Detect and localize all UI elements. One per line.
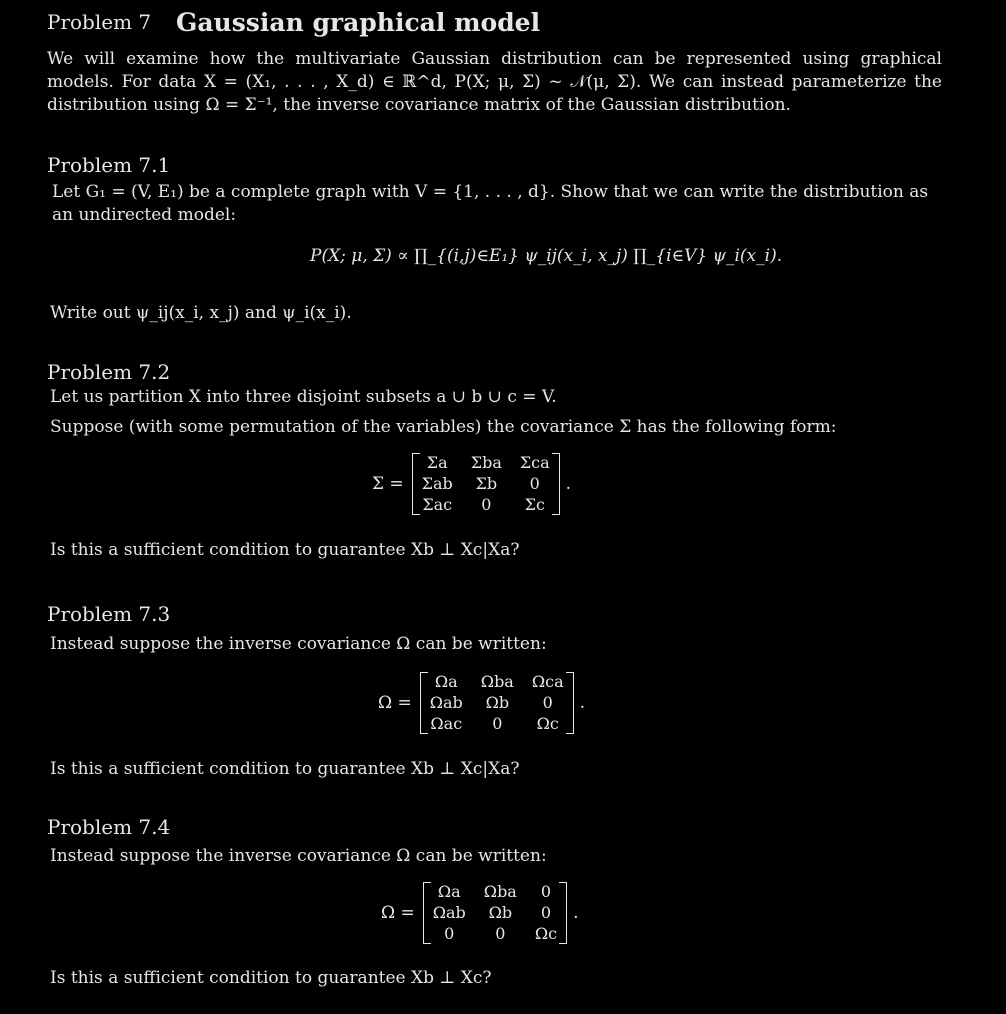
problem-7-2-line1: Let us partition X into three disjoint subsets a ∪ b ∪ c = V.	[50, 387, 557, 407]
right-bracket	[566, 672, 574, 734]
matrix-cell: 0	[481, 495, 492, 514]
problem-7-1-question: Write out ψ_ij(x_i, x_j) and ψ_i(x_i).	[50, 303, 352, 323]
problem-7-1-equation: P(X; μ, Σ) ∝ ∏_{(i,j)∈E₁} ψ_ij(x_i, x_j) ∏_{i∈V} ψ_i(x_i).	[310, 246, 783, 266]
matrix-cell: 0	[492, 714, 503, 733]
matrix-cell: Ωab	[429, 693, 463, 712]
matrix-cell: Ωac	[430, 714, 463, 733]
problem-7-3-question: Is this a sufficient condition to guarantee Xb ⊥ Xc|Xa?	[50, 759, 520, 779]
sigma-matrix-lhs: Σ =	[372, 474, 404, 494]
matrix-cell: Ωca	[531, 672, 564, 691]
matrix-cell: Ωa	[434, 672, 458, 691]
matrix-cell: 0	[540, 903, 552, 922]
omega-matrix-lhs: Ω =	[381, 903, 415, 923]
matrix-cell: Ωba	[483, 882, 517, 901]
matrix-cell: Σca	[519, 453, 550, 472]
page-title: Gaussian graphical model	[176, 8, 541, 37]
matrix-cell: 0	[444, 924, 455, 943]
problem-7-2-line2: Suppose (with some permutation of the variables) the covariance Σ has the following form:	[50, 417, 837, 437]
matrix-cell: Ωc	[534, 924, 558, 943]
problem-7-3-line1: Instead suppose the inverse covariance Ω can be written:	[50, 634, 547, 654]
problem-7-1-text: Let G₁ = (V, E₁) be a complete graph with V = {1, . . . , d}. Show that we can write the distribution as an undirected model:	[52, 182, 929, 225]
matrix-cell: Ωba	[480, 672, 514, 691]
problem-7-3-label: Problem 7.3	[47, 602, 171, 626]
matrix-cell: Ωb	[488, 903, 513, 922]
problem-7-2-question: Is this a sufficient condition to guarantee Xb ⊥ Xc|Xa?	[50, 540, 520, 560]
left-bracket	[420, 672, 428, 734]
left-bracket	[412, 453, 420, 515]
omega-matrix-lhs: Ω =	[378, 693, 412, 713]
problem-label: Problem 7	[47, 10, 152, 34]
problem-7-2-label: Problem 7.2	[47, 360, 171, 384]
right-bracket	[559, 882, 567, 944]
matrix-cell: Ωab	[432, 903, 466, 922]
omega-matrix-7-3: Ω = Ωa Ωba Ωca Ωab Ωb 0 Ωac 0 Ωc .	[378, 672, 586, 733]
matrix-cell: Σb	[475, 474, 498, 493]
matrix-cell: Ωa	[437, 882, 461, 901]
right-bracket	[552, 453, 560, 515]
matrix-cell: Σac	[422, 495, 453, 514]
matrix-cell: 0	[529, 474, 540, 493]
matrix-cell: Ωc	[536, 714, 559, 733]
omega-matrix-7-4: Ω = Ωa Ωba 0 Ωab Ωb 0 0 0 Ωc .	[381, 882, 579, 943]
matrix-cell: Σab	[421, 474, 453, 493]
matrix-cell: Ωb	[485, 693, 510, 712]
problem-7-4-question: Is this a sufficient condition to guarantee Xb ⊥ Xc?	[50, 968, 492, 988]
problem-7-1-label: Problem 7.1	[47, 153, 171, 177]
problem-7-4-line1: Instead suppose the inverse covariance Ω can be written:	[50, 846, 547, 866]
matrix-cell: 0	[542, 693, 553, 712]
problem-7-4-label: Problem 7.4	[47, 815, 171, 839]
intro-paragraph: We will examine how the multivariate Gaussian distribution can be represented using graphical models. For data X = (X₁, . . . , X_d) ∈ ℝ^d, P(X; μ, Σ) ~ 𝒩(μ, Σ). We can instead parameterize the distribution using Ω = Σ⁻¹, the inverse covariance matrix of the Gaussian distribution.	[47, 49, 942, 115]
matrix-cell: 0	[540, 882, 552, 901]
left-bracket	[423, 882, 431, 944]
matrix-cell: Σba	[470, 453, 502, 472]
matrix-cell: Σc	[524, 495, 545, 514]
matrix-cell: 0	[495, 924, 506, 943]
sigma-matrix: Σ = Σa Σba Σca Σab Σb 0 Σac 0 Σc .	[372, 453, 572, 514]
matrix-cell: Σa	[426, 453, 448, 472]
